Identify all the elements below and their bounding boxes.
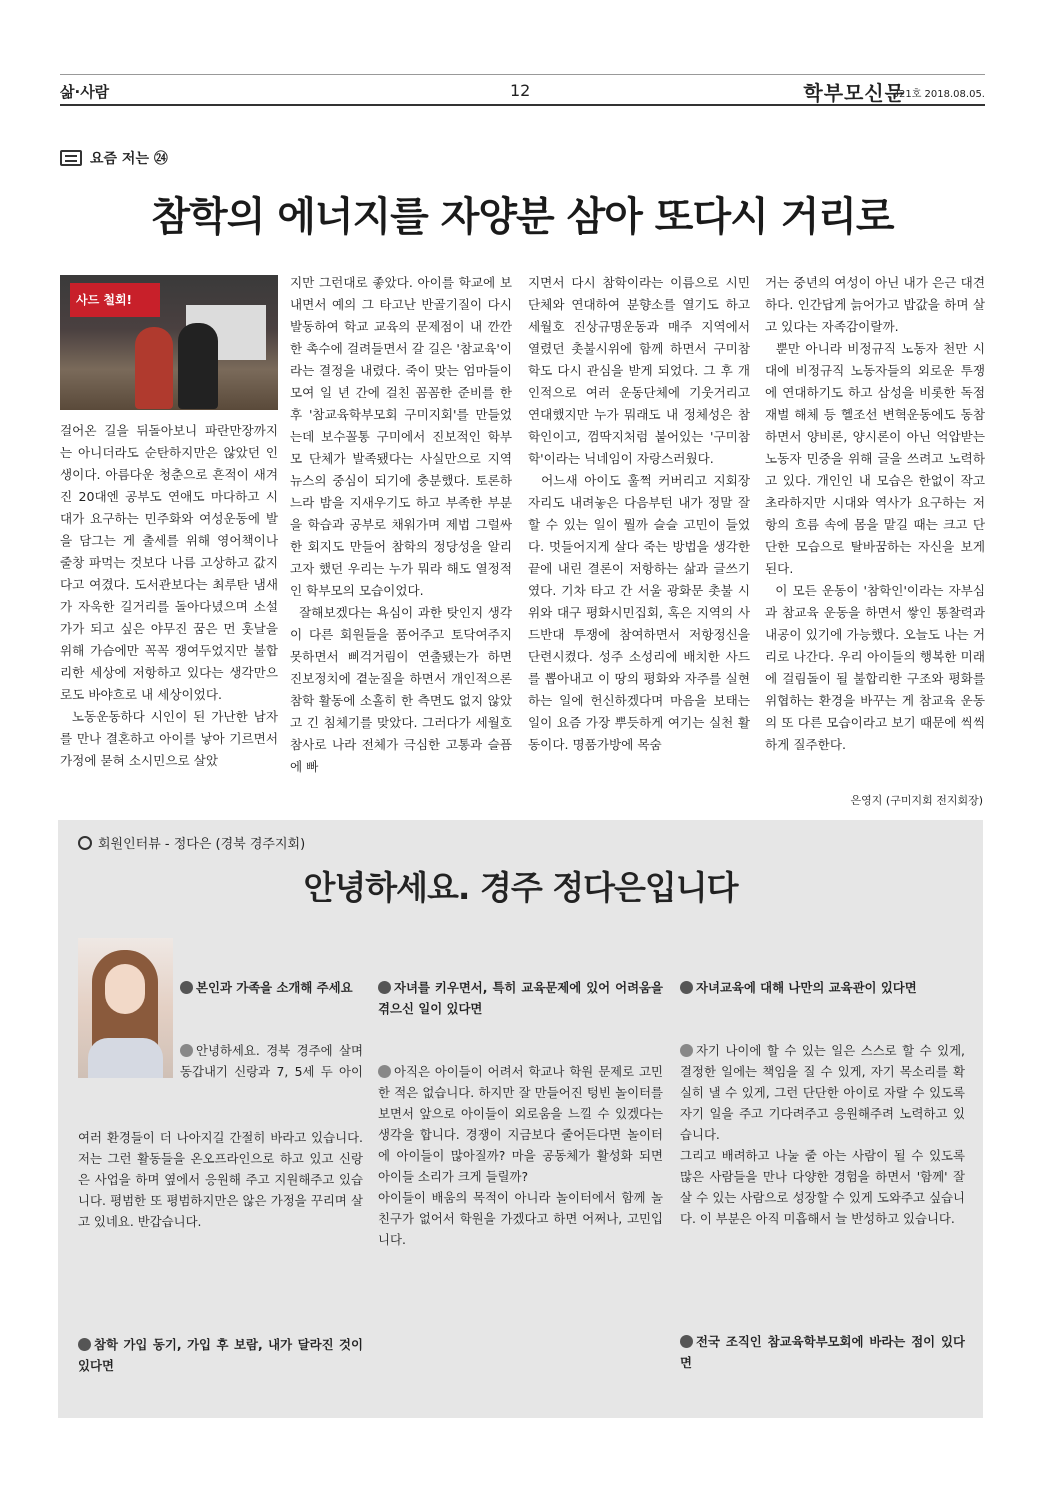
question: 참학 가입 동기, 가입 후 보람, 내가 달라진 것이 있다면	[78, 1337, 363, 1373]
page-header	[60, 74, 985, 106]
section-name: 삶·사람	[60, 83, 110, 101]
lightbulb-icon	[78, 836, 92, 850]
article-column-4: 거는 중년의 여성이 아닌 내가 은근 대견하다. 인간답게 늙어가고 밥값을 하며 살고 있다는 자족감이랄까. 뿐만 아니라 비정규직 노동자 천만 시대에 비정규직 노동자들의 외로운 투쟁에 연대하기도 하고 삼성을 비롯한 독점재벌 해체 등 헬조선 변혁운동에도 동참하면서 양비론, 양시론이 아닌 억압받는 노동자 민중을 위해 글을 쓰려고 노력하고 있다. 개인인 내 모습은 한없이 작고 초라하지만 시대와 역사가 요구하는 저항의 흐름 속에 몸을 맡길 때는 크고 단단한 모습으로 탈바꿈하는 자신을 보게 된다. 이 모든 운동이 '참학인'이라는 자부심과 참교육 운동을 하면서 쌓인 통찰력과 내공이 있기에 가능했다. 오늘도 나는 거리로 나간다. 우리 아이들의 행복한 미래에 걸림돌이 될 불합리한 구조와 평화를 위협하는 환경을 바꾸는 게 참교육 운동의 또 다른 모습이라고 보기 때문에 씩씩하게 질주한다.	[765, 275, 985, 752]
question-icon	[680, 981, 693, 994]
page-number: 12	[510, 81, 531, 100]
interview-title: 안녕하세요. 경주 정다은입니다	[303, 868, 738, 907]
answer-icon	[680, 1044, 693, 1057]
question: 본인과 가족을 소개해 주세요	[180, 977, 363, 998]
newspaper-icon	[60, 150, 82, 166]
photo-sign: 사드 철회!	[70, 283, 160, 317]
question-icon	[78, 1338, 91, 1351]
interview-label-text: 회원인터뷰 - 정다은 (경북 경주지회)	[98, 837, 306, 852]
answer: 아직은 아이들이 어려서 학교나 학원 문제로 고민한 적은 없습니다. 하지만 잘 만들어진 텅빈 놀이터를 보면서 앞으로 아이들이 외로움을 느낄 수 있겠다는 생각을 합니다. 경쟁이 지금보다 줄어든다면 놀이터에 아이들이 많아질까? 마을 공동체가 활성화 되면 아이들 소리가 크게 들릴까? 아이들이 배움의 목적이 아니라 놀이터에서 함께 놀 친구가 없어서 학원을 가겠다고 하면 어쩌나, 고민입니다.	[378, 1064, 663, 1247]
photo-person	[135, 327, 173, 409]
article-column-1: 걸어온 길을 뒤돌아보니 파란만장까지는 아니더라도 순탄하지만은 않았던 인생이다. 아름다운 청춘으로 흔적이 새겨진 20대엔 공부도 연애도 마다하고 시대가 요구하는 민주화와 여성운동에 발을 담그는 게 출세를 위해 영어책이나 줄창 파먹는 것보다 나름 고상하고 값지다고 여겼다. 도서관보다는 최루탄 냄새가 자욱한 길거리를 돌아다녔으며 소설가가 되고 싶은 야무진 꿈은 먼 훗날을 위해 가슴에만 꼭꼭 쟁여두었지만 불합리한 세상에 저항하고 있다는 생각만으로도 바야흐로 내 세상이었다. 노동운동하다 시인이 된 가난한 남자를 만나 결혼하고 아이를 낳아 기르면서 가정에 묻혀 소시민으로 살았	[60, 423, 278, 768]
answer-icon	[180, 1044, 193, 1057]
interviewee-photo	[78, 938, 173, 1078]
answer-excerpt: 안녕하세요. 경북 경주에 살며 동갑내기 신랑과 7, 5세 두 아이	[180, 1043, 363, 1079]
question: 자녀교육에 대해 나만의 교육관이 있다면	[680, 977, 965, 998]
article-photo	[60, 275, 278, 410]
article-kicker	[60, 148, 168, 168]
issue-date: 321호 2018.08.05.	[892, 89, 985, 100]
question-icon	[180, 981, 193, 994]
article-title: 참학의 에너지를 자양분 삼아 또다시 거리로	[151, 194, 894, 240]
newspaper-logo: 학부모신문	[803, 81, 905, 105]
question: 자녀를 키우면서, 특히 교육문제에 있어 어려움을 겪으신 일이 있다면	[378, 980, 663, 1016]
question-icon	[680, 1335, 693, 1348]
answer: 자기 나이에 할 수 있는 일은 스스로 할 수 있게, 결정한 일에는 책임을 질 수 있게, 자기 목소리를 확실히 낼 수 있게, 그런 단단한 아이로 자랄 수 있도록 자기 일을 주고 기다려주고 응원해주려 노력하고 있습니다. 그리고 배려하고 나눌 줄 아는 사람이 될 수 있도록 많은 사람들을 만나 다양한 경험을 하면서 '함께' 잘 살 수 있는 사람으로 성장할 수 있게 도와주고 싶습니다. 이 부분은 아직 미흡해서 늘 반성하고 있습니다.	[680, 1043, 965, 1226]
byline: 은영지 (구미지회 전지회장)	[850, 794, 983, 807]
photo-shirt	[88, 1038, 163, 1078]
interview-column-3	[680, 935, 965, 1410]
interview-intro-side	[180, 935, 363, 1085]
photo-face	[105, 964, 145, 1014]
interview-label	[78, 833, 305, 852]
article-column-3: 지면서 다시 참학이라는 이름으로 시민단체와 연대하여 분향소를 열기도 하고 세월호 진상규명운동과 매주 지역에서 열렸던 촛불시위에 함께 하면서 구미참학도 다시 관심을 받게 되었다. 그 후 개인적으로 여러 운동단체에 기웃거리고 연대했지만 누가 뭐래도 내 정체성은 참학인이고, 껌딱지처럼 붙어있는 '구미참학'이라는 닉네임이 자랑스러웠다. 어느새 아이도 훌쩍 커버리고 지회장 자리도 내려놓은 다음부턴 내가 정말 잘 할 수 있는 일이 뭘까 슬슬 고민이 들었다. 멋들어지게 살다 죽는 방법을 생각한 끝에 내린 결론이 저항하는 삶과 글쓰기였다. 기차 타고 간 서울 광화문 촛불 시위와 대구 평화시민집회, 혹은 지역의 사드반대 투쟁에 참여하면서 저항정신을 단련시켰다. 성주 소성리에 배치한 사드를 뽑아내고 이 땅의 평화와 자주를 실현하는 일에 헌신하겠다며 마음을 보태는 일이 요즘 가장 뿌듯하게 여기는 실천 활동이다. 명품가방에 목숨	[528, 275, 750, 752]
article-column-2: 지만 그런대로 좋았다. 아이를 학교에 보내면서 예의 그 타고난 반골기질이 다시 발동하여 학교 교육의 문제점이 내 깐깐한 촉수에 걸려들면서 갈 길은 '참교육'이라는 결정을 내렸다. 죽이 맞는 엄마들이 모여 일 년 간에 걸친 꼼꼼한 준비를 한 후 '참교육학부모회 구미지회'를 만들었는데 보수꼴통 구미에서 진보적인 학부모 단체가 발족됐다는 사실만으로 지역 뉴스의 중심이 되기에 충분했다. 토론하느라 밤을 지새우기도 하고 부족한 부분을 학습과 공부로 채워가며 제법 그럴싸한 회지도 만들어 참학의 정당성을 알리고자 했던 우리는 누가 뭐라 해도 열정적인 학부모의 모습이었다. 잘해보겠다는 욕심이 과한 탓인지 생각이 다른 회원들을 품어주고 토닥여주지 못하면서 삐걱거림이 연출됐는가 하면 진보정치에 곁눈질을 하면서 개인적으론 참학 활동에 소홀히 한 측면도 없지 않았고 긴 침체기를 맞았다. 그러다가 세월호 참사로 나라 전체가 극심한 고통과 슬픔에 빠	[290, 275, 512, 774]
question-icon	[378, 981, 391, 994]
photo-person	[178, 323, 218, 409]
answer-icon	[378, 1065, 391, 1078]
question: 전국 조직인 참교육학부모회에 바라는 점이 있다면	[680, 1334, 965, 1370]
interview-column-2	[378, 935, 663, 1410]
answer-continued: 여러 환경들이 더 나아지길 간절히 바라고 있습니다. 저는 그런 활동들을 온오프라인으로 하고 있고 신랑은 사업을 하며 옆에서 응원해 주고 지원해주고 있습니다. 평범한 또 평범하지만은 않은 가정을 꾸리며 살고 있네요. 반갑습니다.	[78, 1130, 363, 1229]
kicker-text: 요즘 저는 ㉔	[90, 151, 168, 167]
interview-column-1	[78, 1085, 363, 1410]
